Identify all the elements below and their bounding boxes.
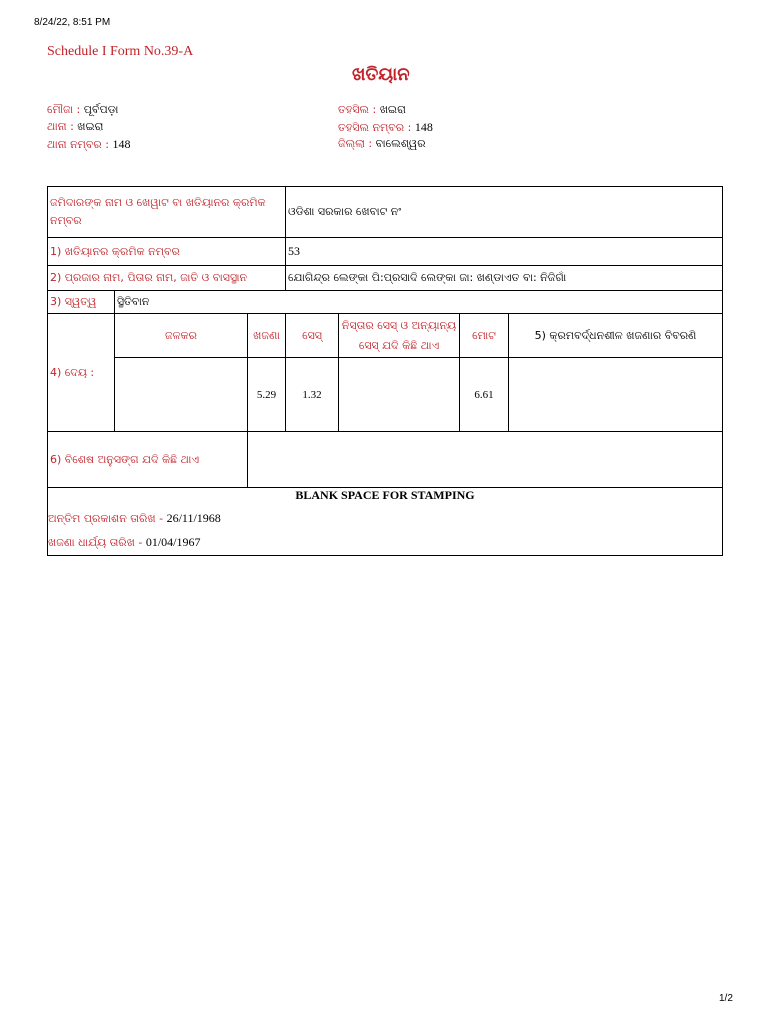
district-label: ଜିଲ୍ଲା : — [338, 137, 373, 150]
special-row — [48, 432, 723, 488]
khatiyan-number-value: 53 — [286, 238, 723, 266]
landlord-value: ଓଡିଶା ସରକାର ଖେବାଟ ନଂ — [286, 187, 723, 238]
khatiyan-number-row — [48, 238, 723, 266]
page-number: 1/2 — [719, 993, 733, 1004]
tenant-label: 2) ପ୍ରଜାର ନାମ, ପିତାର ନାମ, ଜାତି ଓ ବାସସ୍ଥାନ — [48, 266, 286, 291]
col-cess: ସେସ୍ — [286, 314, 339, 358]
thana-number-field — [47, 137, 130, 152]
special-label: 6) ବିଶେଷ ଅନୁସଙ୍ଗ ଯଦି କିଛି ଥାଏ — [48, 432, 248, 488]
val-jalakara — [115, 358, 248, 432]
right-row — [48, 291, 723, 314]
tahasil-value: ଖଇରା — [379, 103, 406, 116]
right-label: 3) ସ୍ୱତ୍ୱ — [48, 291, 115, 314]
final-publication-date — [48, 511, 722, 526]
landlord-row — [48, 187, 723, 238]
tahasil-number-value: 148 — [414, 120, 433, 134]
dues-value-row — [48, 358, 723, 432]
final-publication-label: ଅନ୍ତିମ ପ୍ରକାଶନ ତାରିଖ - — [48, 512, 164, 525]
stamping-text: BLANK SPACE FOR STAMPING — [295, 488, 475, 502]
thana-value: ଖଇରା — [77, 120, 104, 133]
thana-field — [47, 120, 103, 134]
dues-label: 4) ଦେୟ : — [48, 314, 115, 432]
tahasil-field — [338, 103, 406, 117]
tenant-row — [48, 266, 723, 291]
final-publication-value: 26/11/1968 — [166, 511, 221, 525]
stamping-cell — [48, 488, 723, 556]
khatiyan-table — [47, 186, 723, 556]
tahasil-label: ତହସିଲ : — [338, 103, 377, 116]
val-khajana: 5.29 — [248, 358, 286, 432]
mouza-field — [47, 103, 118, 117]
tahasil-number-label: ତହସିଲ ନମ୍ବର : — [338, 121, 412, 134]
rent-fixation-date — [48, 535, 722, 550]
thana-number-label: ଥାନା ନମ୍ବର : — [47, 138, 109, 151]
mouza-value: ପୂର୍ବପଡ଼ା — [83, 103, 119, 116]
val-cess: 1.32 — [286, 358, 339, 432]
val-progressive-rent — [509, 358, 723, 432]
print-datetime: 8/24/22, 8:51 PM — [34, 17, 111, 28]
thana-label: ଥାନା : — [47, 120, 74, 133]
col-khajana: ଖଜଣା — [248, 314, 286, 358]
tahasil-number-field — [338, 120, 433, 135]
rent-fixation-label: ଖଜଣା ଧାର୍ଯ୍ୟ ତାରିଖ - — [48, 536, 143, 549]
stamping-row — [48, 488, 723, 556]
rent-fixation-value: 01/04/1967 — [145, 535, 201, 549]
col-progressive-rent: 5) କ୍ରମବର୍ଦ୍ଧନଶୀଳ ଖଜଣାର ବିବରଣି — [509, 314, 723, 358]
val-nistar-cess — [339, 358, 460, 432]
col-nistar-cess: ନିସ୍ତାର ସେସ୍ ଓ ଅନ୍ୟାନ୍ୟ ସେସ୍ ଯଦି କିଛି ଥାଏ — [339, 314, 460, 358]
district-value: ବାଲେଶ୍ୱର — [375, 137, 426, 150]
mouza-label: ମୌଜା : — [47, 103, 81, 116]
col-total: ମୋଟ — [460, 314, 509, 358]
thana-number-value: 148 — [112, 137, 131, 151]
dues-header-row — [48, 314, 723, 358]
landlord-label: ଜମିଦାରଙ୍କ ନାମ ଓ ଖେୱାଟ ବା ଖତିୟାନର କ୍ରମିକ ନମ୍ବର — [48, 187, 286, 238]
document-title: ଖତିୟାନ — [352, 64, 410, 85]
col-jalakara: ଜଳକର — [115, 314, 248, 358]
val-total: 6.61 — [460, 358, 509, 432]
special-value — [248, 432, 723, 488]
district-field — [338, 137, 426, 151]
tenant-value: ଯୋଗିନ୍ଦ୍ର ଲେଙ୍କା ପି:ପ୍ରସାଦି ଲେଙ୍କା ଜା: ଖଣ୍ଡାଏତ ବା: ନିଜିଗାଁ — [286, 266, 723, 291]
khatiyan-number-label: 1) ଖତିୟାନର କ୍ରମିକ ନମ୍ବର — [48, 238, 286, 266]
schedule-label: Schedule I Form No.39-A — [47, 44, 194, 59]
right-value: ସ୍ଥିତିବାନ — [115, 291, 723, 314]
